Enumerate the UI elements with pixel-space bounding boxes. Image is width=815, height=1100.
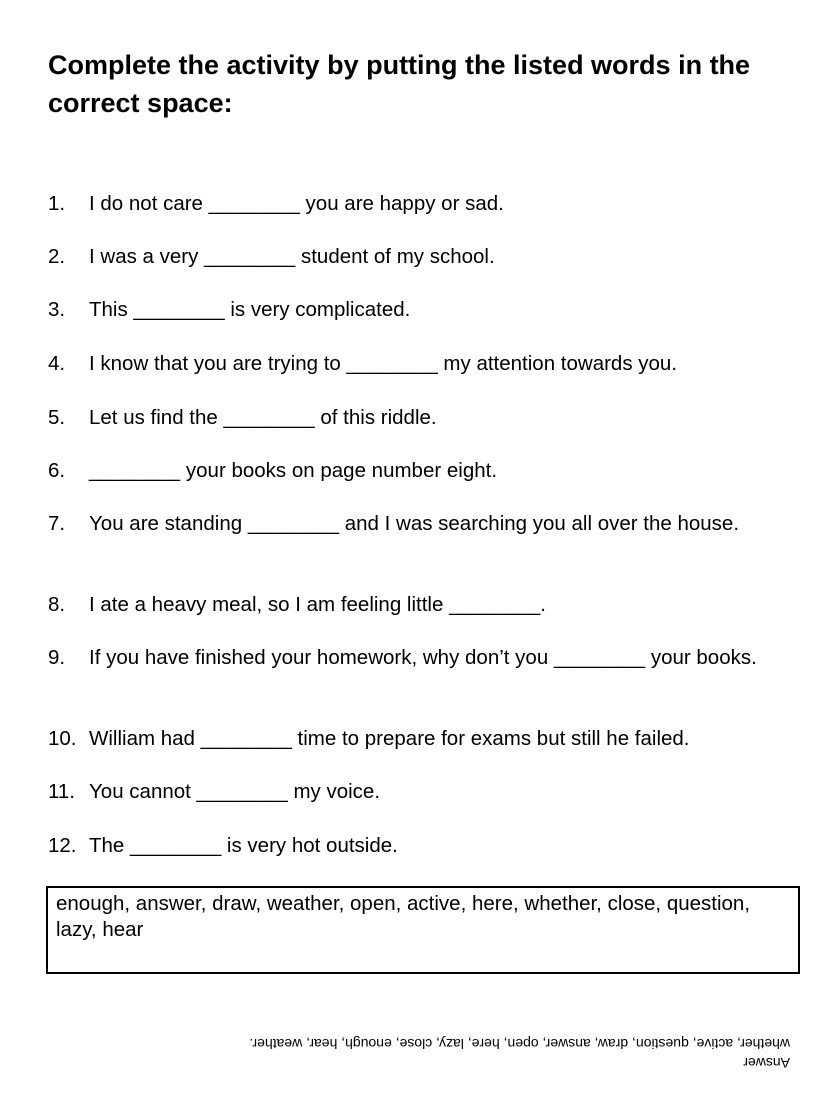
question-number: 7. [48, 512, 66, 535]
question-item [48, 644, 810, 671]
question-number: 1. [48, 192, 66, 215]
answer-label: Answer [743, 1055, 790, 1071]
question-item [48, 510, 810, 537]
question-number: 3. [48, 298, 66, 321]
question-number: 4. [48, 352, 66, 375]
question-number: 6. [48, 459, 66, 482]
question-text: The ________ is very hot outside. [89, 834, 398, 857]
question-text: You cannot ________ my voice. [89, 780, 381, 803]
question-number: 10. [48, 727, 77, 750]
question-text: William had ________ time to prepare for exams but still he failed. [89, 727, 690, 750]
answer-key [70, 1034, 790, 1072]
question-item [48, 243, 810, 270]
question-number: 12. [48, 834, 77, 857]
question-text: I was a very ________ student of my school. [89, 245, 495, 268]
question-text: I do not care ________ you are happy or sad. [89, 192, 504, 215]
question-text: Let us find the ________ of this riddle. [89, 406, 437, 429]
question-text: ________ your books on page number eight. [89, 459, 498, 482]
question-text: I ate a heavy meal, so I am feeling little ________. [89, 593, 546, 616]
worksheet-title: Complete the activity by putting the listed words in the correct space: [48, 50, 751, 118]
question-number: 5. [48, 406, 66, 429]
question-item [48, 296, 810, 323]
question-item [48, 457, 810, 484]
question-item [48, 832, 810, 859]
question-item [48, 725, 810, 752]
question-text: You are standing ________ and I was searching you all over the house. [89, 512, 740, 535]
question-item [48, 778, 810, 805]
question-number: 2. [48, 245, 66, 268]
question-item [48, 591, 810, 618]
word-bank-box: enough, answer, draw, weather, open, active, here, whether, close, question, lazy, hear [46, 886, 800, 974]
question-text: I know that you are trying to ________ my attention towards you. [89, 352, 678, 375]
question-item [48, 404, 810, 431]
question-number: 11. [48, 780, 75, 803]
question-text: This ________ is very complicated. [89, 298, 411, 321]
question-item [48, 190, 810, 217]
answer-text: whether, active, question, draw, answer, open, here, lazy, close, enough, hear, weather. [249, 1036, 790, 1052]
question-item [48, 350, 810, 377]
question-text: If you have finished your homework, why don’t you ________ your books. [89, 646, 757, 669]
question-number: 8. [48, 593, 66, 616]
question-number: 9. [48, 646, 66, 669]
